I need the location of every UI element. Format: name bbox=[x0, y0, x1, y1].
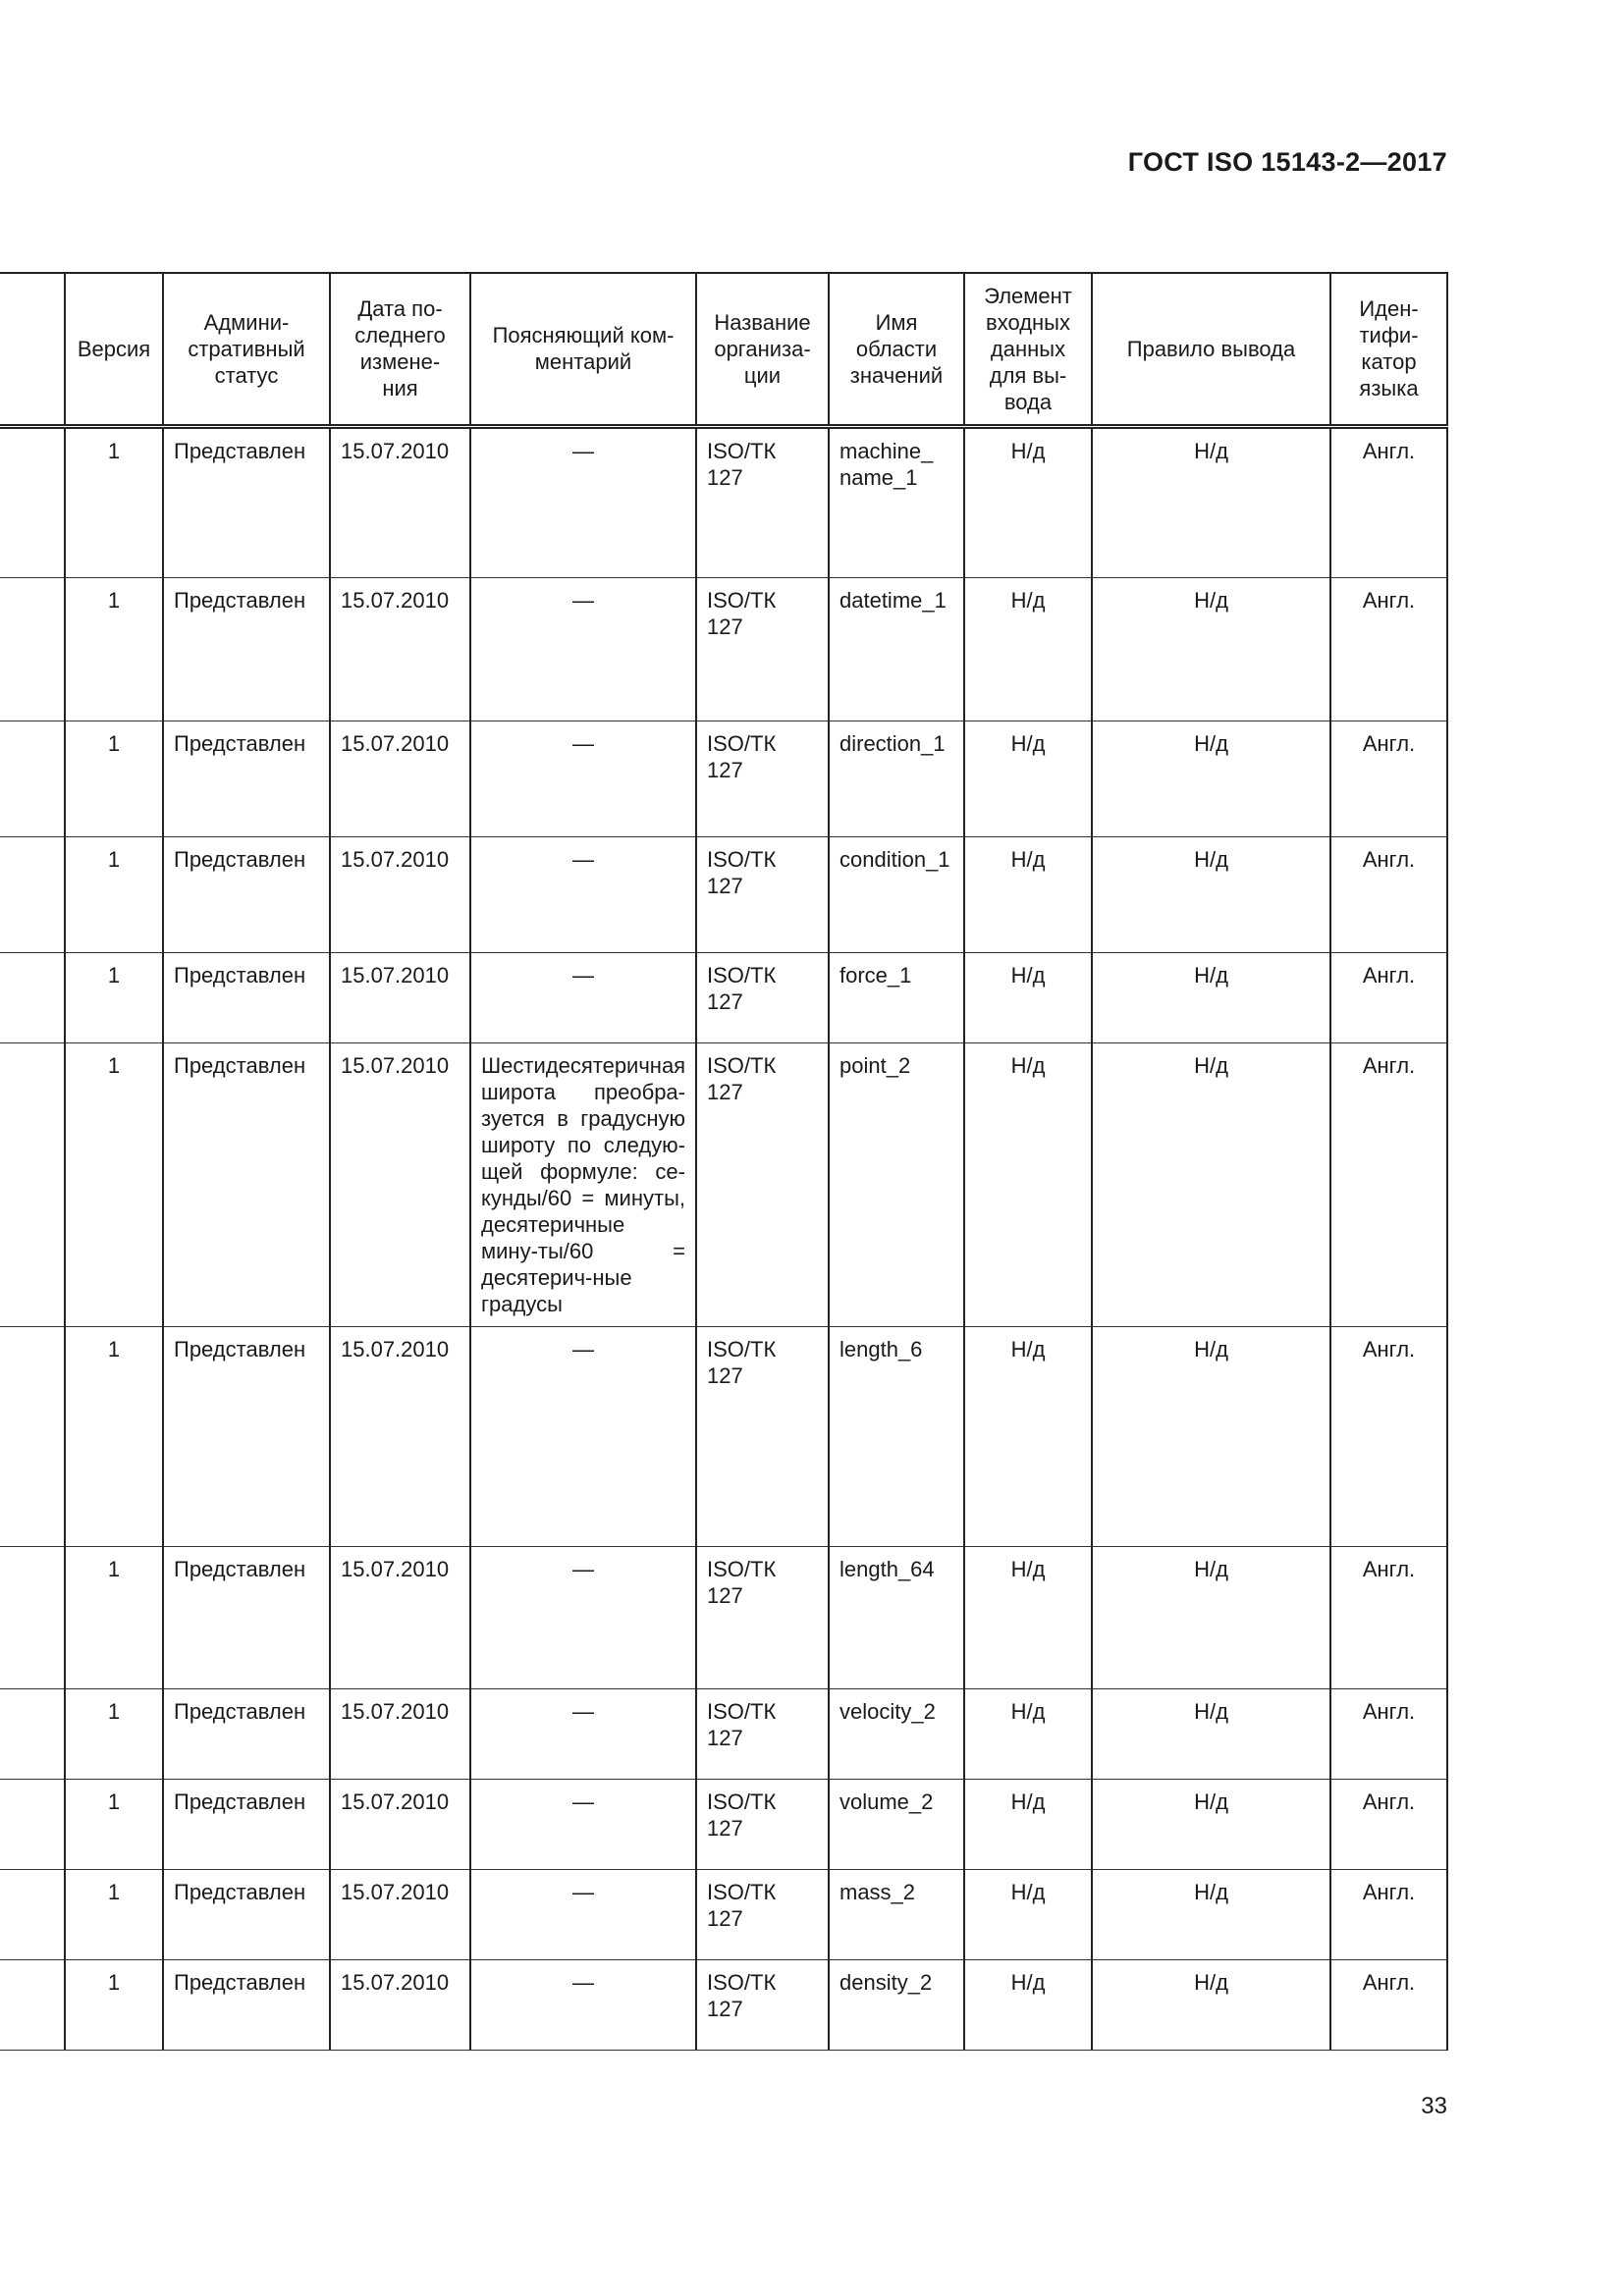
organization-cell: ISO/ТК 127 bbox=[696, 1042, 829, 1326]
language-id-cell: Англ. bbox=[1330, 1042, 1447, 1326]
date-cell: 15.07.2010 bbox=[330, 426, 470, 577]
value-domain-cell: condition_1 bbox=[829, 836, 964, 952]
date-cell: 15.07.2010 bbox=[330, 1869, 470, 1959]
derivation-rule-cell: Н/д bbox=[1092, 1688, 1330, 1779]
value-domain-cell: datetime_1 bbox=[829, 577, 964, 721]
organization-cell: ISO/ТК 127 bbox=[696, 721, 829, 836]
derivation-rule-cell: Н/д bbox=[1092, 1959, 1330, 2050]
date-cell: 15.07.2010 bbox=[330, 1042, 470, 1326]
organization-cell: ISO/ТК 127 bbox=[696, 1688, 829, 1779]
admin-status-cell: Представлен bbox=[163, 952, 330, 1042]
comment-cell: — bbox=[470, 577, 696, 721]
language-id-cell: Англ. bbox=[1330, 426, 1447, 577]
row-stub-cell bbox=[0, 721, 65, 836]
input-element-cell: Н/д bbox=[964, 426, 1092, 577]
version-cell: 1 bbox=[65, 1688, 163, 1779]
language-id-cell: Англ. bbox=[1330, 721, 1447, 836]
input-element-cell: Н/д bbox=[964, 1688, 1092, 1779]
admin-status-cell: Представлен bbox=[163, 721, 330, 836]
comment-cell: — bbox=[470, 721, 696, 836]
input-element-cell: Н/д bbox=[964, 1869, 1092, 1959]
header-stub bbox=[0, 273, 65, 426]
organization-cell: ISO/ТК 127 bbox=[696, 1779, 829, 1869]
header-last-change-date: Дата по- следнего измене- ния bbox=[330, 273, 470, 426]
table-header-row bbox=[0, 273, 1447, 426]
comment-cell: — bbox=[470, 836, 696, 952]
header-language-id: Иден- тифи- катор языка bbox=[1330, 273, 1447, 426]
date-cell: 15.07.2010 bbox=[330, 1688, 470, 1779]
date-cell: 15.07.2010 bbox=[330, 952, 470, 1042]
organization-cell: ISO/ТК 127 bbox=[696, 426, 829, 577]
header-organization: Название организа- ции bbox=[696, 273, 829, 426]
row-stub-cell bbox=[0, 1546, 65, 1688]
organization-cell: ISO/ТК 127 bbox=[696, 836, 829, 952]
comment-cell: Шестидесятеричная широта преобра-зуется в градусную широту по следую-щей формуле: се-кунды/60 = минуты, десятеричные мину-ты/60 = десятерич-ные градусы bbox=[470, 1042, 696, 1326]
table-row bbox=[0, 1779, 1447, 1869]
date-cell: 15.07.2010 bbox=[330, 1779, 470, 1869]
derivation-rule-cell: Н/д bbox=[1092, 426, 1330, 577]
table-body bbox=[0, 426, 1447, 2050]
value-domain-cell: length_64 bbox=[829, 1546, 964, 1688]
language-id-cell: Англ. bbox=[1330, 836, 1447, 952]
admin-status-cell: Представлен bbox=[163, 577, 330, 721]
table-row bbox=[0, 1869, 1447, 1959]
value-domain-cell: point_2 bbox=[829, 1042, 964, 1326]
row-stub-cell bbox=[0, 952, 65, 1042]
language-id-cell: Англ. bbox=[1330, 577, 1447, 721]
page-number: 33 bbox=[1421, 2093, 1447, 2119]
header-derivation-rule: Правило вывода bbox=[1092, 273, 1330, 426]
table-row bbox=[0, 1546, 1447, 1688]
derivation-rule-cell: Н/д bbox=[1092, 577, 1330, 721]
derivation-rule-cell: Н/д bbox=[1092, 836, 1330, 952]
value-domain-cell: volume_2 bbox=[829, 1779, 964, 1869]
value-domain-cell: density_2 bbox=[829, 1959, 964, 2050]
language-id-cell: Англ. bbox=[1330, 952, 1447, 1042]
table-row bbox=[0, 1959, 1447, 2050]
value-domain-cell: velocity_2 bbox=[829, 1688, 964, 1779]
version-cell: 1 bbox=[65, 836, 163, 952]
document-designation: ГОСТ ISO 15143-2—2017 bbox=[1127, 147, 1447, 177]
data-table bbox=[0, 272, 1448, 2051]
header-version: Версия bbox=[65, 273, 163, 426]
input-element-cell: Н/д bbox=[964, 1959, 1092, 2050]
organization-cell: ISO/ТК 127 bbox=[696, 952, 829, 1042]
input-element-cell: Н/д bbox=[964, 952, 1092, 1042]
version-cell: 1 bbox=[65, 1326, 163, 1546]
comment-cell: — bbox=[470, 1546, 696, 1688]
version-cell: 1 bbox=[65, 952, 163, 1042]
comment-cell: — bbox=[470, 1779, 696, 1869]
table-row bbox=[0, 952, 1447, 1042]
comment-cell: — bbox=[470, 1959, 696, 2050]
value-domain-cell: direction_1 bbox=[829, 721, 964, 836]
comment-cell: — bbox=[470, 1869, 696, 1959]
derivation-rule-cell: Н/д bbox=[1092, 1546, 1330, 1688]
admin-status-cell: Представлен bbox=[163, 1546, 330, 1688]
version-cell: 1 bbox=[65, 577, 163, 721]
date-cell: 15.07.2010 bbox=[330, 1546, 470, 1688]
version-cell: 1 bbox=[65, 1959, 163, 2050]
table-row bbox=[0, 1688, 1447, 1779]
admin-status-cell: Представлен bbox=[163, 426, 330, 577]
language-id-cell: Англ. bbox=[1330, 1546, 1447, 1688]
admin-status-cell: Представлен bbox=[163, 1688, 330, 1779]
admin-status-cell: Представлен bbox=[163, 1959, 330, 2050]
derivation-rule-cell: Н/д bbox=[1092, 952, 1330, 1042]
version-cell: 1 bbox=[65, 426, 163, 577]
header-admin-status: Админи- стративный статус bbox=[163, 273, 330, 426]
input-element-cell: Н/д bbox=[964, 577, 1092, 721]
version-cell: 1 bbox=[65, 1869, 163, 1959]
input-element-cell: Н/д bbox=[964, 721, 1092, 836]
row-stub-cell bbox=[0, 1326, 65, 1546]
header-value-domain: Имя области значений bbox=[829, 273, 964, 426]
table-row bbox=[0, 1326, 1447, 1546]
value-domain-cell: mass_2 bbox=[829, 1869, 964, 1959]
derivation-rule-cell: Н/д bbox=[1092, 721, 1330, 836]
row-stub-cell bbox=[0, 836, 65, 952]
input-element-cell: Н/д bbox=[964, 1326, 1092, 1546]
row-stub-cell bbox=[0, 1959, 65, 2050]
row-stub-cell bbox=[0, 577, 65, 721]
version-cell: 1 bbox=[65, 1546, 163, 1688]
table-row bbox=[0, 577, 1447, 721]
table-row bbox=[0, 836, 1447, 952]
input-element-cell: Н/д bbox=[964, 1042, 1092, 1326]
date-cell: 15.07.2010 bbox=[330, 1959, 470, 2050]
language-id-cell: Англ. bbox=[1330, 1779, 1447, 1869]
language-id-cell: Англ. bbox=[1330, 1959, 1447, 2050]
organization-cell: ISO/ТК 127 bbox=[696, 1959, 829, 2050]
admin-status-cell: Представлен bbox=[163, 1869, 330, 1959]
table-row bbox=[0, 426, 1447, 577]
header-input-element: Элемент входных данных для вы- вода bbox=[964, 273, 1092, 426]
row-stub-cell bbox=[0, 1042, 65, 1326]
admin-status-cell: Представлен bbox=[163, 1779, 330, 1869]
date-cell: 15.07.2010 bbox=[330, 577, 470, 721]
language-id-cell: Англ. bbox=[1330, 1869, 1447, 1959]
comment-cell: — bbox=[470, 1326, 696, 1546]
admin-status-cell: Представлен bbox=[163, 1326, 330, 1546]
value-domain-cell: length_6 bbox=[829, 1326, 964, 1546]
comment-cell: — bbox=[470, 1688, 696, 1779]
language-id-cell: Англ. bbox=[1330, 1688, 1447, 1779]
input-element-cell: Н/д bbox=[964, 1779, 1092, 1869]
table-row bbox=[0, 1042, 1447, 1326]
row-stub-cell bbox=[0, 1688, 65, 1779]
language-id-cell: Англ. bbox=[1330, 1326, 1447, 1546]
organization-cell: ISO/ТК 127 bbox=[696, 577, 829, 721]
organization-cell: ISO/ТК 127 bbox=[696, 1546, 829, 1688]
date-cell: 15.07.2010 bbox=[330, 721, 470, 836]
input-element-cell: Н/д bbox=[964, 1546, 1092, 1688]
organization-cell: ISO/ТК 127 bbox=[696, 1326, 829, 1546]
comment-cell: — bbox=[470, 952, 696, 1042]
derivation-rule-cell: Н/д bbox=[1092, 1042, 1330, 1326]
value-domain-cell: machine_ name_1 bbox=[829, 426, 964, 577]
derivation-rule-cell: Н/д bbox=[1092, 1869, 1330, 1959]
row-stub-cell bbox=[0, 1779, 65, 1869]
row-stub-cell bbox=[0, 1869, 65, 1959]
date-cell: 15.07.2010 bbox=[330, 836, 470, 952]
admin-status-cell: Представлен bbox=[163, 1042, 330, 1326]
derivation-rule-cell: Н/д bbox=[1092, 1779, 1330, 1869]
header-comment: Поясняющий ком- ментарий bbox=[470, 273, 696, 426]
input-element-cell: Н/д bbox=[964, 836, 1092, 952]
value-domain-cell: force_1 bbox=[829, 952, 964, 1042]
derivation-rule-cell: Н/д bbox=[1092, 1326, 1330, 1546]
version-cell: 1 bbox=[65, 1042, 163, 1326]
date-cell: 15.07.2010 bbox=[330, 1326, 470, 1546]
table-row bbox=[0, 721, 1447, 836]
version-cell: 1 bbox=[65, 721, 163, 836]
row-stub-cell bbox=[0, 426, 65, 577]
version-cell: 1 bbox=[65, 1779, 163, 1869]
comment-cell: — bbox=[470, 426, 696, 577]
organization-cell: ISO/ТК 127 bbox=[696, 1869, 829, 1959]
admin-status-cell: Представлен bbox=[163, 836, 330, 952]
